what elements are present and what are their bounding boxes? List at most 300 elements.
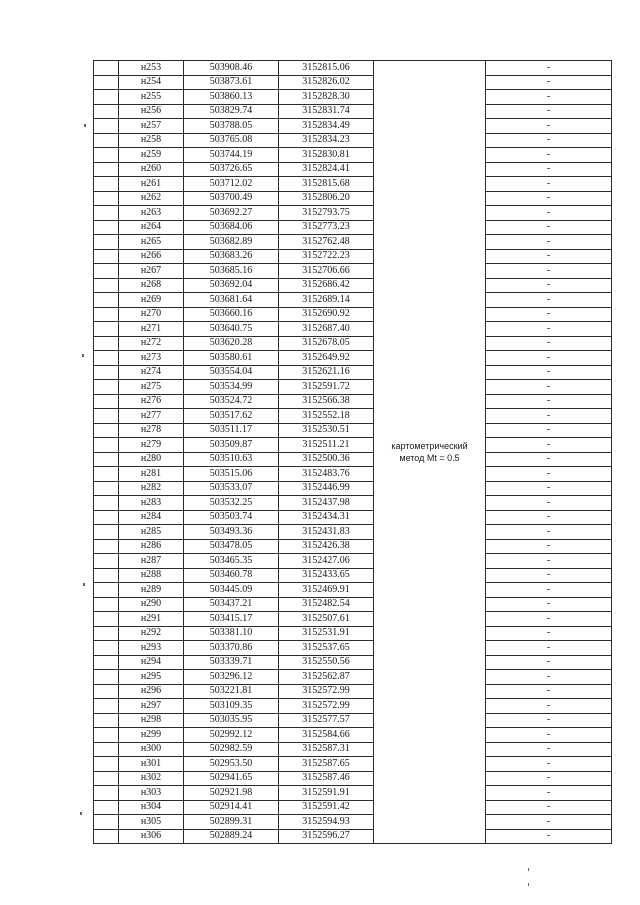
y-coordinate-cell: 3152507.61 (279, 612, 374, 627)
point-name-cell: н264 (119, 220, 184, 235)
table-row (94, 771, 612, 786)
point-name-cell: н254 (119, 75, 184, 90)
note-cell: - (486, 829, 612, 844)
point-name-cell: н265 (119, 235, 184, 250)
x-coordinate-cell: 503765.08 (184, 133, 279, 148)
y-coordinate-cell: 3152591.72 (279, 380, 374, 395)
table-row (94, 815, 612, 830)
row-margin-cell (94, 684, 119, 699)
row-margin-cell (94, 90, 119, 105)
note-cell: - (486, 162, 612, 177)
x-coordinate-cell: 503493.36 (184, 525, 279, 540)
row-margin-cell (94, 394, 119, 409)
point-name-cell: н281 (119, 467, 184, 482)
note-cell: - (486, 293, 612, 308)
point-name-cell: н305 (119, 815, 184, 830)
point-name-cell: н298 (119, 713, 184, 728)
y-coordinate-cell: 3152806.20 (279, 191, 374, 206)
note-cell: - (486, 771, 612, 786)
note-cell: - (486, 539, 612, 554)
point-name-cell: н278 (119, 423, 184, 438)
table-row (94, 481, 612, 496)
y-coordinate-cell: 3152826.02 (279, 75, 374, 90)
table-row (94, 119, 612, 134)
row-margin-cell (94, 829, 119, 844)
table-row (94, 75, 612, 90)
row-margin-cell (94, 61, 119, 76)
row-margin-cell (94, 670, 119, 685)
row-margin-cell (94, 148, 119, 163)
table-row (94, 467, 612, 482)
x-coordinate-cell: 503339.71 (184, 655, 279, 670)
x-coordinate-cell: 503700.49 (184, 191, 279, 206)
row-margin-cell (94, 380, 119, 395)
y-coordinate-cell: 3152834.49 (279, 119, 374, 134)
note-cell: - (486, 713, 612, 728)
y-coordinate-cell: 3152483.76 (279, 467, 374, 482)
point-name-cell: н275 (119, 380, 184, 395)
x-coordinate-cell: 503511.17 (184, 423, 279, 438)
point-name-cell: н296 (119, 684, 184, 699)
table-row (94, 713, 612, 728)
x-coordinate-cell: 502953.50 (184, 757, 279, 772)
row-margin-cell (94, 452, 119, 467)
table-row (94, 133, 612, 148)
point-name-cell: н284 (119, 510, 184, 525)
row-margin-cell (94, 162, 119, 177)
table-row (94, 728, 612, 743)
row-margin-cell (94, 467, 119, 482)
y-coordinate-cell: 3152594.93 (279, 815, 374, 830)
y-coordinate-cell: 3152482.54 (279, 597, 374, 612)
x-coordinate-cell: 503580.61 (184, 351, 279, 366)
note-cell: - (486, 104, 612, 119)
table-row (94, 583, 612, 598)
point-name-cell: н253 (119, 61, 184, 76)
x-coordinate-cell: 502982.59 (184, 742, 279, 757)
y-coordinate-cell: 3152591.91 (279, 786, 374, 801)
y-coordinate-cell: 3152815.06 (279, 61, 374, 76)
point-name-cell: н255 (119, 90, 184, 105)
point-name-cell: н273 (119, 351, 184, 366)
note-cell: - (486, 510, 612, 525)
table-row (94, 104, 612, 119)
note-cell: - (486, 423, 612, 438)
note-cell: - (486, 612, 612, 627)
x-coordinate-cell: 502899.31 (184, 815, 279, 830)
point-name-cell: н299 (119, 728, 184, 743)
x-coordinate-cell: 503534.99 (184, 380, 279, 395)
x-coordinate-cell: 503533.07 (184, 481, 279, 496)
point-name-cell: н272 (119, 336, 184, 351)
x-coordinate-cell: 503620.28 (184, 336, 279, 351)
table-row (94, 394, 612, 409)
point-name-cell: н283 (119, 496, 184, 511)
point-name-cell: н279 (119, 438, 184, 453)
table-row (94, 670, 612, 685)
x-coordinate-cell: 503509.87 (184, 438, 279, 453)
y-coordinate-cell: 3152706.66 (279, 264, 374, 279)
x-coordinate-cell: 503873.61 (184, 75, 279, 90)
point-name-cell: н300 (119, 742, 184, 757)
note-cell: - (486, 235, 612, 250)
row-margin-cell (94, 771, 119, 786)
row-margin-cell (94, 220, 119, 235)
y-coordinate-cell: 3152562.87 (279, 670, 374, 685)
y-coordinate-cell: 3152621.16 (279, 365, 374, 380)
coordinates-table (93, 60, 612, 844)
y-coordinate-cell: 3152433.65 (279, 568, 374, 583)
y-coordinate-cell: 3152587.65 (279, 757, 374, 772)
point-name-cell: н286 (119, 539, 184, 554)
row-margin-cell (94, 626, 119, 641)
row-margin-cell (94, 206, 119, 221)
row-margin-cell (94, 554, 119, 569)
note-cell: - (486, 568, 612, 583)
scan-speck (528, 868, 529, 871)
row-margin-cell (94, 351, 119, 366)
x-coordinate-cell: 503445.09 (184, 583, 279, 598)
row-margin-cell (94, 742, 119, 757)
table-row (94, 365, 612, 380)
y-coordinate-cell: 3152530.51 (279, 423, 374, 438)
note-cell: - (486, 177, 612, 192)
note-cell: - (486, 438, 612, 453)
table-row (94, 626, 612, 641)
note-cell: - (486, 684, 612, 699)
x-coordinate-cell: 503465.35 (184, 554, 279, 569)
note-cell: - (486, 655, 612, 670)
table-row (94, 409, 612, 424)
point-name-cell: н258 (119, 133, 184, 148)
note-cell: - (486, 641, 612, 656)
point-name-cell: н266 (119, 249, 184, 264)
x-coordinate-cell: 503415.17 (184, 612, 279, 627)
x-coordinate-cell: 503685.16 (184, 264, 279, 279)
note-cell: - (486, 148, 612, 163)
coordinates-table-body (94, 61, 612, 844)
y-coordinate-cell: 3152834.23 (279, 133, 374, 148)
table-row (94, 249, 612, 264)
x-coordinate-cell: 503908.46 (184, 61, 279, 76)
table-row (94, 162, 612, 177)
y-coordinate-cell: 3152446.99 (279, 481, 374, 496)
y-coordinate-cell: 3152591.42 (279, 800, 374, 815)
y-coordinate-cell: 3152572.99 (279, 699, 374, 714)
y-coordinate-cell: 3152572.99 (279, 684, 374, 699)
y-coordinate-cell: 3152537.65 (279, 641, 374, 656)
note-cell: - (486, 206, 612, 221)
table-row (94, 742, 612, 757)
x-coordinate-cell: 503788.05 (184, 119, 279, 134)
x-coordinate-cell: 503532.25 (184, 496, 279, 511)
note-cell: - (486, 786, 612, 801)
y-coordinate-cell: 3152824.41 (279, 162, 374, 177)
point-name-cell: н285 (119, 525, 184, 540)
point-name-cell: н263 (119, 206, 184, 221)
y-coordinate-cell: 3152469.91 (279, 583, 374, 598)
y-coordinate-cell: 3152687.40 (279, 322, 374, 337)
x-coordinate-cell: 503860.13 (184, 90, 279, 105)
table-row (94, 496, 612, 511)
row-margin-cell (94, 336, 119, 351)
row-margin-cell (94, 191, 119, 206)
y-coordinate-cell: 3152437.98 (279, 496, 374, 511)
table-row (94, 800, 612, 815)
x-coordinate-cell: 502992.12 (184, 728, 279, 743)
row-margin-cell (94, 133, 119, 148)
table-row (94, 148, 612, 163)
x-coordinate-cell: 503381.10 (184, 626, 279, 641)
row-margin-cell (94, 641, 119, 656)
x-coordinate-cell: 503510.63 (184, 452, 279, 467)
row-margin-cell (94, 409, 119, 424)
row-margin-cell (94, 800, 119, 815)
table-row (94, 278, 612, 293)
table-row (94, 206, 612, 221)
point-name-cell: н282 (119, 481, 184, 496)
table-row (94, 757, 612, 772)
note-cell: - (486, 742, 612, 757)
x-coordinate-cell: 503684.06 (184, 220, 279, 235)
row-margin-cell (94, 728, 119, 743)
y-coordinate-cell: 3152584.66 (279, 728, 374, 743)
row-margin-cell (94, 612, 119, 627)
note-cell: - (486, 626, 612, 641)
point-name-cell: н292 (119, 626, 184, 641)
table-row (94, 235, 612, 250)
point-name-cell: н301 (119, 757, 184, 772)
table-row (94, 438, 612, 453)
point-name-cell: н294 (119, 655, 184, 670)
table-row (94, 452, 612, 467)
row-margin-cell (94, 438, 119, 453)
point-name-cell: н257 (119, 119, 184, 134)
method-label-line2: метод Mt = 0.5 (399, 453, 460, 463)
x-coordinate-cell: 503726.65 (184, 162, 279, 177)
note-cell: - (486, 481, 612, 496)
scan-speck (83, 583, 85, 586)
x-coordinate-cell: 503503.74 (184, 510, 279, 525)
row-margin-cell (94, 699, 119, 714)
scan-speck (528, 883, 529, 886)
note-cell: - (486, 307, 612, 322)
point-name-cell: н262 (119, 191, 184, 206)
y-coordinate-cell: 3152815.68 (279, 177, 374, 192)
y-coordinate-cell: 3152434.31 (279, 510, 374, 525)
x-coordinate-cell: 502921.98 (184, 786, 279, 801)
point-name-cell: н291 (119, 612, 184, 627)
x-coordinate-cell: 503692.27 (184, 206, 279, 221)
table-row (94, 423, 612, 438)
y-coordinate-cell: 3152689.14 (279, 293, 374, 308)
row-margin-cell (94, 713, 119, 728)
note-cell: - (486, 800, 612, 815)
y-coordinate-cell: 3152427.06 (279, 554, 374, 569)
note-cell: - (486, 583, 612, 598)
point-name-cell: н271 (119, 322, 184, 337)
point-name-cell: н256 (119, 104, 184, 119)
x-coordinate-cell: 503221.81 (184, 684, 279, 699)
row-margin-cell (94, 365, 119, 380)
table-row (94, 539, 612, 554)
y-coordinate-cell: 3152686.42 (279, 278, 374, 293)
row-margin-cell (94, 525, 119, 540)
row-margin-cell (94, 278, 119, 293)
row-margin-cell (94, 322, 119, 337)
table-row (94, 684, 612, 699)
row-margin-cell (94, 177, 119, 192)
table-row (94, 699, 612, 714)
y-coordinate-cell: 3152577.57 (279, 713, 374, 728)
x-coordinate-cell: 503681.64 (184, 293, 279, 308)
point-name-cell: н269 (119, 293, 184, 308)
table-row (94, 61, 612, 76)
table-row (94, 351, 612, 366)
x-coordinate-cell: 503660.16 (184, 307, 279, 322)
note-cell: - (486, 728, 612, 743)
note-cell: - (486, 365, 612, 380)
note-cell: - (486, 191, 612, 206)
y-coordinate-cell: 3152550.56 (279, 655, 374, 670)
note-cell: - (486, 133, 612, 148)
point-name-cell: н277 (119, 409, 184, 424)
table-row (94, 336, 612, 351)
method-label-line1: картометрический (391, 441, 468, 451)
table-row (94, 786, 612, 801)
row-margin-cell (94, 583, 119, 598)
row-margin-cell (94, 757, 119, 772)
row-margin-cell (94, 423, 119, 438)
table-row (94, 554, 612, 569)
row-margin-cell (94, 786, 119, 801)
note-cell: - (486, 670, 612, 685)
row-margin-cell (94, 568, 119, 583)
y-coordinate-cell: 3152426.38 (279, 539, 374, 554)
point-name-cell: н274 (119, 365, 184, 380)
table-row (94, 612, 612, 627)
x-coordinate-cell: 503712.02 (184, 177, 279, 192)
row-margin-cell (94, 104, 119, 119)
row-margin-cell (94, 815, 119, 830)
point-name-cell: н259 (119, 148, 184, 163)
note-cell: - (486, 75, 612, 90)
note-cell: - (486, 380, 612, 395)
point-name-cell: н280 (119, 452, 184, 467)
point-name-cell: н295 (119, 670, 184, 685)
point-name-cell: н267 (119, 264, 184, 279)
point-name-cell: н290 (119, 597, 184, 612)
note-cell: - (486, 525, 612, 540)
y-coordinate-cell: 3152431.83 (279, 525, 374, 540)
point-name-cell: н302 (119, 771, 184, 786)
y-coordinate-cell: 3152552.18 (279, 409, 374, 424)
note-cell: - (486, 452, 612, 467)
note-cell: - (486, 249, 612, 264)
y-coordinate-cell: 3152531.91 (279, 626, 374, 641)
note-cell: - (486, 467, 612, 482)
scan-speck (84, 124, 86, 127)
note-cell: - (486, 119, 612, 134)
y-coordinate-cell: 3152596.27 (279, 829, 374, 844)
row-margin-cell (94, 75, 119, 90)
note-cell: - (486, 322, 612, 337)
y-coordinate-cell: 3152587.31 (279, 742, 374, 757)
table-row (94, 641, 612, 656)
y-coordinate-cell: 3152828.30 (279, 90, 374, 105)
row-margin-cell (94, 481, 119, 496)
note-cell: - (486, 409, 612, 424)
point-name-cell: н303 (119, 786, 184, 801)
row-margin-cell (94, 307, 119, 322)
y-coordinate-cell: 3152773.23 (279, 220, 374, 235)
row-margin-cell (94, 597, 119, 612)
note-cell: - (486, 90, 612, 105)
x-coordinate-cell: 503437.21 (184, 597, 279, 612)
x-coordinate-cell: 503524.72 (184, 394, 279, 409)
row-margin-cell (94, 293, 119, 308)
x-coordinate-cell: 503829.74 (184, 104, 279, 119)
method-cell (374, 61, 486, 844)
point-name-cell: н276 (119, 394, 184, 409)
x-coordinate-cell: 503370.86 (184, 641, 279, 656)
note-cell: - (486, 394, 612, 409)
row-margin-cell (94, 539, 119, 554)
note-cell: - (486, 815, 612, 830)
table-row (94, 322, 612, 337)
point-name-cell: н304 (119, 800, 184, 815)
row-margin-cell (94, 655, 119, 670)
note-cell: - (486, 597, 612, 612)
y-coordinate-cell: 3152831.74 (279, 104, 374, 119)
table-row (94, 525, 612, 540)
x-coordinate-cell: 503515.06 (184, 467, 279, 482)
y-coordinate-cell: 3152587.46 (279, 771, 374, 786)
table-row (94, 597, 612, 612)
note-cell: - (486, 220, 612, 235)
note-cell: - (486, 699, 612, 714)
row-margin-cell (94, 235, 119, 250)
table-row (94, 191, 612, 206)
note-cell: - (486, 757, 612, 772)
note-cell: - (486, 264, 612, 279)
scan-speck (82, 354, 84, 357)
y-coordinate-cell: 3152690.92 (279, 307, 374, 322)
table-row (94, 829, 612, 844)
table-row (94, 90, 612, 105)
y-coordinate-cell: 3152793.75 (279, 206, 374, 221)
y-coordinate-cell: 3152649.92 (279, 351, 374, 366)
point-name-cell: н260 (119, 162, 184, 177)
point-name-cell: н306 (119, 829, 184, 844)
x-coordinate-cell: 503478.05 (184, 539, 279, 554)
y-coordinate-cell: 3152566.38 (279, 394, 374, 409)
y-coordinate-cell: 3152511.21 (279, 438, 374, 453)
table-row (94, 307, 612, 322)
row-margin-cell (94, 249, 119, 264)
table-row (94, 568, 612, 583)
note-cell: - (486, 278, 612, 293)
table-row (94, 380, 612, 395)
x-coordinate-cell: 503517.62 (184, 409, 279, 424)
x-coordinate-cell: 503682.89 (184, 235, 279, 250)
point-name-cell: н288 (119, 568, 184, 583)
y-coordinate-cell: 3152500.36 (279, 452, 374, 467)
note-cell: - (486, 61, 612, 76)
x-coordinate-cell: 502941.65 (184, 771, 279, 786)
y-coordinate-cell: 3152678.05 (279, 336, 374, 351)
note-cell: - (486, 496, 612, 511)
